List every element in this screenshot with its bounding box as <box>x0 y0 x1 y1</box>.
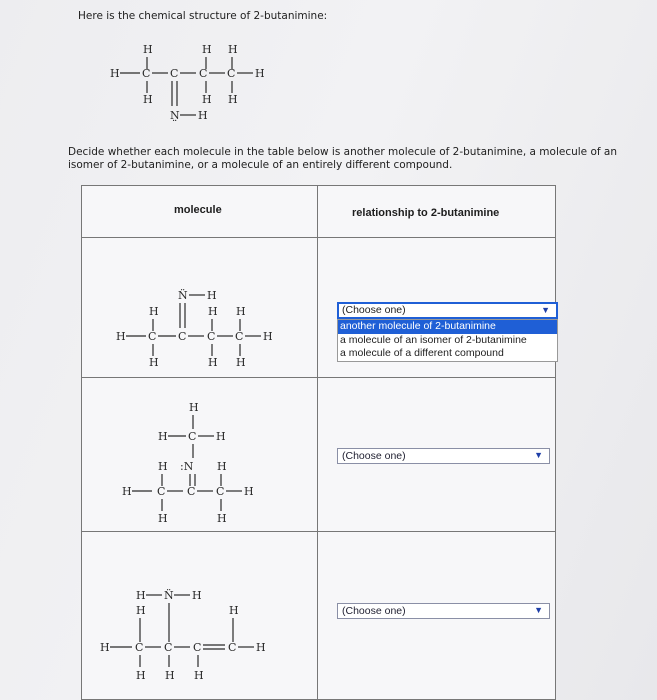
intro-text: Here is the chemical structure of 2-butanimine: <box>78 10 328 22</box>
atom: H <box>217 460 227 473</box>
atom: H <box>228 93 238 106</box>
chevron-down-icon: ▼ <box>541 305 550 315</box>
atom: C <box>142 67 151 80</box>
atom: H <box>116 330 126 343</box>
atom: H <box>229 604 239 617</box>
atom: H <box>158 460 168 473</box>
atom: N̈ <box>164 589 174 602</box>
atom: H <box>208 356 218 369</box>
option-different-compound[interactable]: a molecule of a different compound <box>340 347 504 359</box>
atom: H <box>207 289 217 302</box>
chevron-down-icon: ▼ <box>534 605 543 615</box>
atom: C <box>235 330 244 343</box>
option-isomer[interactable]: a molecule of an isomer of 2-butanimine <box>340 333 527 346</box>
molecule-1 <box>116 286 296 381</box>
atom: :N <box>180 460 194 473</box>
select-placeholder: (Choose one) <box>342 304 406 316</box>
atom: C <box>164 641 173 654</box>
atom: H <box>189 401 199 414</box>
option-same-molecule[interactable]: another molecule of 2-butanimine <box>338 320 557 334</box>
atom: H <box>202 93 212 106</box>
atom: H <box>236 356 246 369</box>
atom: H <box>149 305 159 318</box>
row-divider <box>82 237 555 238</box>
molecule-2 <box>122 398 292 533</box>
atom: H <box>192 589 202 602</box>
atom: C <box>193 641 202 654</box>
relationship-select-3[interactable] <box>337 603 550 619</box>
atom: H <box>217 512 227 525</box>
atom: H <box>136 589 146 602</box>
atom: C <box>148 330 157 343</box>
atom: C <box>178 330 187 343</box>
atom: C <box>135 641 144 654</box>
atom: H <box>110 67 120 80</box>
atom: H <box>216 430 226 443</box>
atom: C <box>157 485 166 498</box>
relationship-select-1[interactable] <box>337 302 558 319</box>
reference-structure <box>110 40 280 125</box>
atom: H <box>256 641 266 654</box>
relationship-options-1 <box>337 319 558 362</box>
atom: H <box>202 43 212 56</box>
atom: H <box>198 109 208 122</box>
atom: C <box>188 430 197 443</box>
atom: C <box>170 67 179 80</box>
atom: C <box>207 330 216 343</box>
select-placeholder: (Choose one) <box>342 605 406 617</box>
atom: C <box>228 641 237 654</box>
atom: C <box>199 67 208 80</box>
atom: H <box>236 305 246 318</box>
atom: H <box>143 93 153 106</box>
select-placeholder: (Choose one) <box>342 450 406 462</box>
relationship-select-2[interactable] <box>337 448 550 464</box>
header-relationship: relationship to 2-butanimine <box>352 207 500 219</box>
atom: H <box>136 604 146 617</box>
prompt-text: Decide whether each molecule in the table below is another molecule of 2-butanimine, a molecule of an isomer of 2-butanimine, or a molecule of an entirely different compound. <box>68 146 618 171</box>
atom: H <box>122 485 132 498</box>
atom: H <box>158 430 168 443</box>
atom: H <box>143 43 153 56</box>
column-divider <box>317 186 318 699</box>
header-molecule: molecule <box>174 204 222 216</box>
atom: H <box>149 356 159 369</box>
atom: H <box>136 669 146 682</box>
atom: N̈ <box>178 289 188 302</box>
atom: H <box>263 330 273 343</box>
atom: H <box>208 305 218 318</box>
comparison-table <box>81 185 556 700</box>
atom: H <box>165 669 175 682</box>
chevron-down-icon: ▼ <box>534 450 543 460</box>
atom: C <box>227 67 236 80</box>
atom: H <box>100 641 110 654</box>
atom: H <box>255 67 265 80</box>
atom: H <box>194 669 204 682</box>
atom: H <box>158 512 168 525</box>
atom: H <box>228 43 238 56</box>
atom: N̤ <box>170 109 180 122</box>
atom: C <box>216 485 225 498</box>
atom: C <box>187 485 196 498</box>
atom: H <box>244 485 254 498</box>
molecule-3 <box>100 586 300 691</box>
